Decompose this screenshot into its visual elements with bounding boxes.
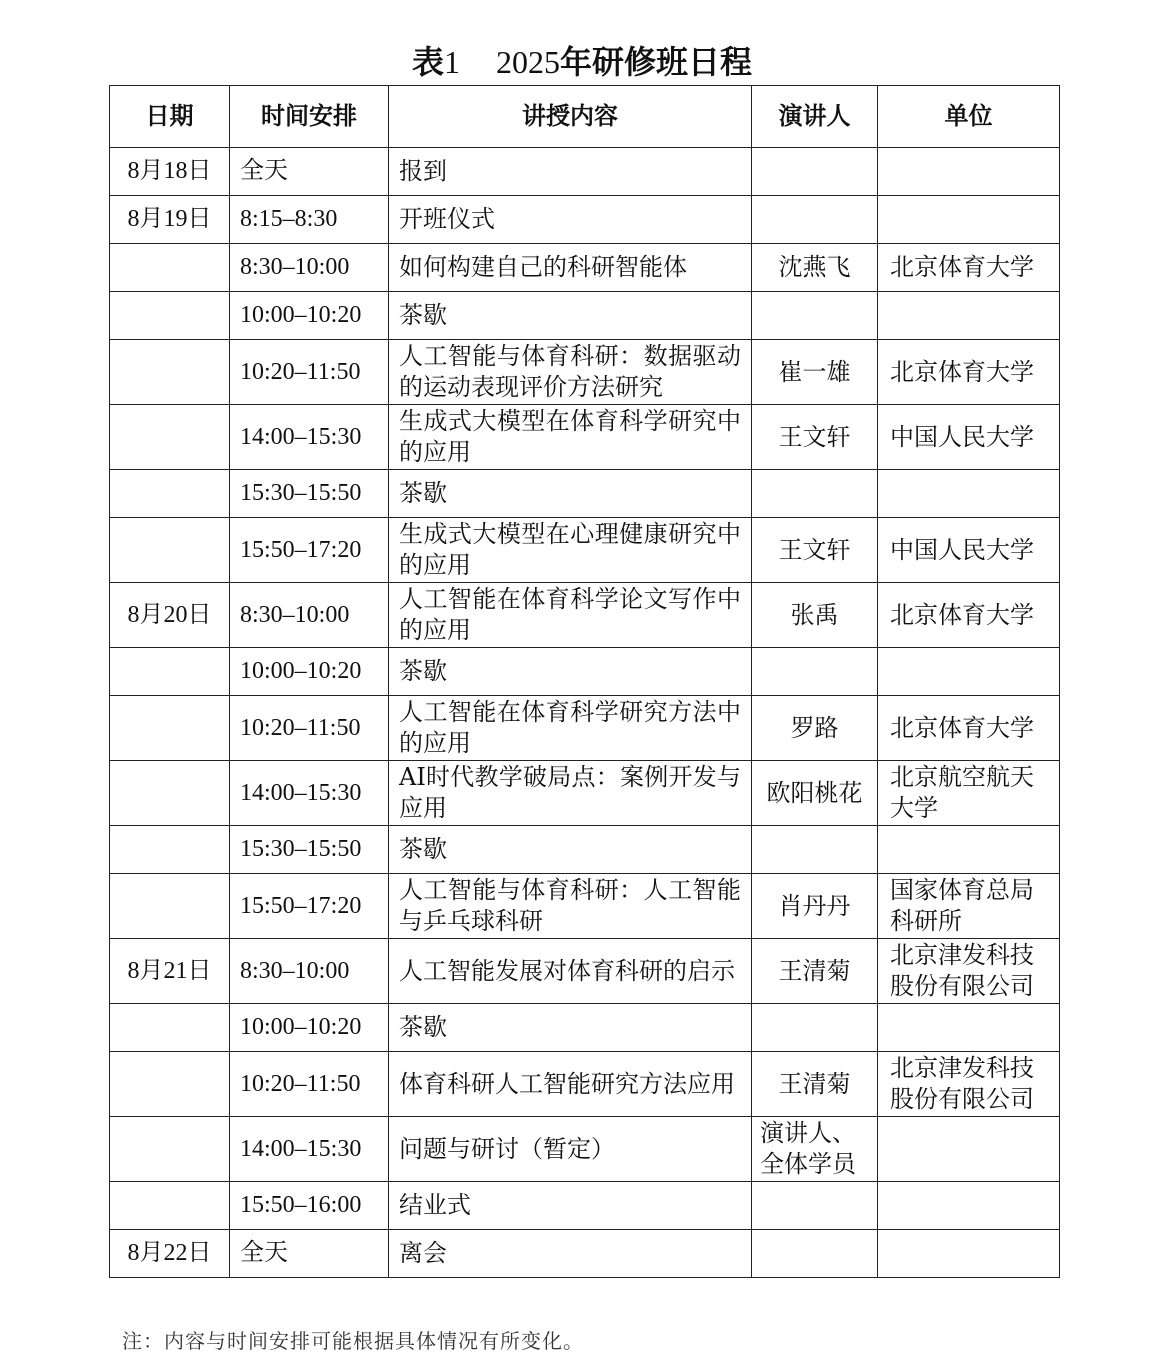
content-cell: 茶歇 [389, 1004, 752, 1052]
schedule-table [109, 85, 1060, 1278]
speaker-cell: 沈燕飞 [752, 244, 878, 292]
unit-cell: 北京津发科技股份有限公司 [878, 939, 1060, 1004]
unit-cell [878, 1117, 1060, 1182]
speaker-cell [752, 648, 878, 696]
time-cell: 15:50–17:20 [230, 874, 389, 939]
date-cell [110, 696, 230, 761]
content-cell: 人工智能在体育科学论文写作中的应用 [389, 583, 752, 648]
time-cell: 8:30–10:00 [230, 939, 389, 1004]
unit-cell [878, 1230, 1060, 1278]
date-cell: 8月19日 [110, 196, 230, 244]
content-cell: 人工智能与体育科研：人工智能与乒乓球科研 [389, 874, 752, 939]
time-cell: 10:00–10:20 [230, 648, 389, 696]
speaker-cell: 肖丹丹 [752, 874, 878, 939]
speaker-cell [752, 1182, 878, 1230]
date-cell [110, 1182, 230, 1230]
speaker-cell: 王清菊 [752, 1052, 878, 1117]
speaker-cell [752, 1230, 878, 1278]
unit-cell [878, 648, 1060, 696]
table-row [110, 244, 1060, 292]
date-cell [110, 1117, 230, 1182]
content-cell: 问题与研讨（暂定） [389, 1117, 752, 1182]
title-year: 2025 [496, 44, 560, 80]
content-cell: 人工智能与体育科研：数据驱动的运动表现评价方法研究 [389, 340, 752, 405]
table-row [110, 340, 1060, 405]
table-title [0, 38, 1164, 86]
time-cell: 10:00–10:20 [230, 292, 389, 340]
content-cell: 人工智能发展对体育科研的启示 [389, 939, 752, 1004]
unit-cell: 北京航空航天大学 [878, 761, 1060, 826]
speaker-cell: 演讲人、全体学员 [752, 1117, 878, 1182]
time-cell: 15:50–17:20 [230, 518, 389, 583]
unit-cell: 国家体育总局科研所 [878, 874, 1060, 939]
speaker-cell: 张禹 [752, 583, 878, 648]
table-row [110, 1004, 1060, 1052]
header-date: 日期 [110, 86, 230, 148]
date-cell [110, 244, 230, 292]
header-speaker: 演讲人 [752, 86, 878, 148]
time-cell: 8:30–10:00 [230, 583, 389, 648]
content-cell: 茶歇 [389, 292, 752, 340]
speaker-cell: 崔一雄 [752, 340, 878, 405]
content-cell: 报到 [389, 148, 752, 196]
content-cell: 人工智能在体育科学研究方法中的应用 [389, 696, 752, 761]
content-cell: 生成式大模型在心理健康研究中的应用 [389, 518, 752, 583]
date-cell [110, 1004, 230, 1052]
time-cell: 10:20–11:50 [230, 1052, 389, 1117]
date-cell [110, 292, 230, 340]
unit-cell [878, 196, 1060, 244]
content-cell: 茶歇 [389, 826, 752, 874]
content-cell: 茶歇 [389, 648, 752, 696]
time-cell: 10:20–11:50 [230, 696, 389, 761]
speaker-cell [752, 470, 878, 518]
speaker-cell: 欧阳桃花 [752, 761, 878, 826]
table-row [110, 1182, 1060, 1230]
date-cell [110, 761, 230, 826]
time-cell: 14:00–15:30 [230, 761, 389, 826]
unit-cell [878, 470, 1060, 518]
date-cell [110, 518, 230, 583]
date-cell: 8月22日 [110, 1230, 230, 1278]
table-row [110, 470, 1060, 518]
table-row [110, 648, 1060, 696]
unit-cell: 北京体育大学 [878, 340, 1060, 405]
speaker-cell: 王清菊 [752, 939, 878, 1004]
date-cell [110, 874, 230, 939]
time-cell: 10:20–11:50 [230, 340, 389, 405]
unit-cell: 北京体育大学 [878, 244, 1060, 292]
date-cell: 8月18日 [110, 148, 230, 196]
content-cell: 结业式 [389, 1182, 752, 1230]
unit-cell: 中国人民大学 [878, 405, 1060, 470]
time-cell: 14:00–15:30 [230, 1117, 389, 1182]
date-cell: 8月20日 [110, 583, 230, 648]
table-row [110, 196, 1060, 244]
table-row [110, 292, 1060, 340]
table-row [110, 1230, 1060, 1278]
unit-cell: 北京津发科技股份有限公司 [878, 1052, 1060, 1117]
time-cell: 15:50–16:00 [230, 1182, 389, 1230]
unit-cell [878, 826, 1060, 874]
header-row [110, 86, 1060, 148]
speaker-cell [752, 292, 878, 340]
unit-cell [878, 1182, 1060, 1230]
date-cell [110, 470, 230, 518]
content-cell: 如何构建自己的科研智能体 [389, 244, 752, 292]
title-prefix: 表 [411, 43, 444, 81]
table-row [110, 761, 1060, 826]
table-row [110, 583, 1060, 648]
date-cell [110, 826, 230, 874]
table-row [110, 939, 1060, 1004]
table-row [110, 1117, 1060, 1182]
table-row [110, 405, 1060, 470]
time-cell: 14:00–15:30 [230, 405, 389, 470]
table-row [110, 1052, 1060, 1117]
footnote: 注：内容与时间安排可能根据具体情况有所变化。 [122, 1329, 584, 1353]
header-content: 讲授内容 [389, 86, 752, 148]
speaker-cell: 王文轩 [752, 518, 878, 583]
speaker-cell: 王文轩 [752, 405, 878, 470]
date-cell: 8月21日 [110, 939, 230, 1004]
speaker-cell: 罗路 [752, 696, 878, 761]
unit-cell [878, 1004, 1060, 1052]
time-cell: 10:00–10:20 [230, 1004, 389, 1052]
table-row [110, 874, 1060, 939]
time-cell: 15:30–15:50 [230, 826, 389, 874]
unit-cell: 中国人民大学 [878, 518, 1060, 583]
date-cell [110, 405, 230, 470]
content-cell: AI时代教学破局点：案例开发与应用 [389, 761, 752, 826]
unit-cell: 北京体育大学 [878, 696, 1060, 761]
content-cell: 开班仪式 [389, 196, 752, 244]
table-row [110, 148, 1060, 196]
unit-cell [878, 148, 1060, 196]
title-number: 1 [444, 44, 460, 80]
title-text: 年研修班日程 [560, 43, 753, 81]
header-unit: 单位 [878, 86, 1060, 148]
time-cell: 8:15–8:30 [230, 196, 389, 244]
time-cell: 8:30–10:00 [230, 244, 389, 292]
speaker-cell [752, 826, 878, 874]
time-cell: 全天 [230, 1230, 389, 1278]
date-cell [110, 1052, 230, 1117]
date-cell [110, 648, 230, 696]
table-row [110, 826, 1060, 874]
content-cell: 茶歇 [389, 470, 752, 518]
speaker-cell [752, 1004, 878, 1052]
unit-cell: 北京体育大学 [878, 583, 1060, 648]
speaker-cell [752, 148, 878, 196]
content-cell: 体育科研人工智能研究方法应用 [389, 1052, 752, 1117]
speaker-cell [752, 196, 878, 244]
table-row [110, 518, 1060, 583]
header-time: 时间安排 [230, 86, 389, 148]
time-cell: 全天 [230, 148, 389, 196]
content-cell: 离会 [389, 1230, 752, 1278]
time-cell: 15:30–15:50 [230, 470, 389, 518]
table-row [110, 696, 1060, 761]
content-cell: 生成式大模型在体育科学研究中的应用 [389, 405, 752, 470]
date-cell [110, 340, 230, 405]
unit-cell [878, 292, 1060, 340]
